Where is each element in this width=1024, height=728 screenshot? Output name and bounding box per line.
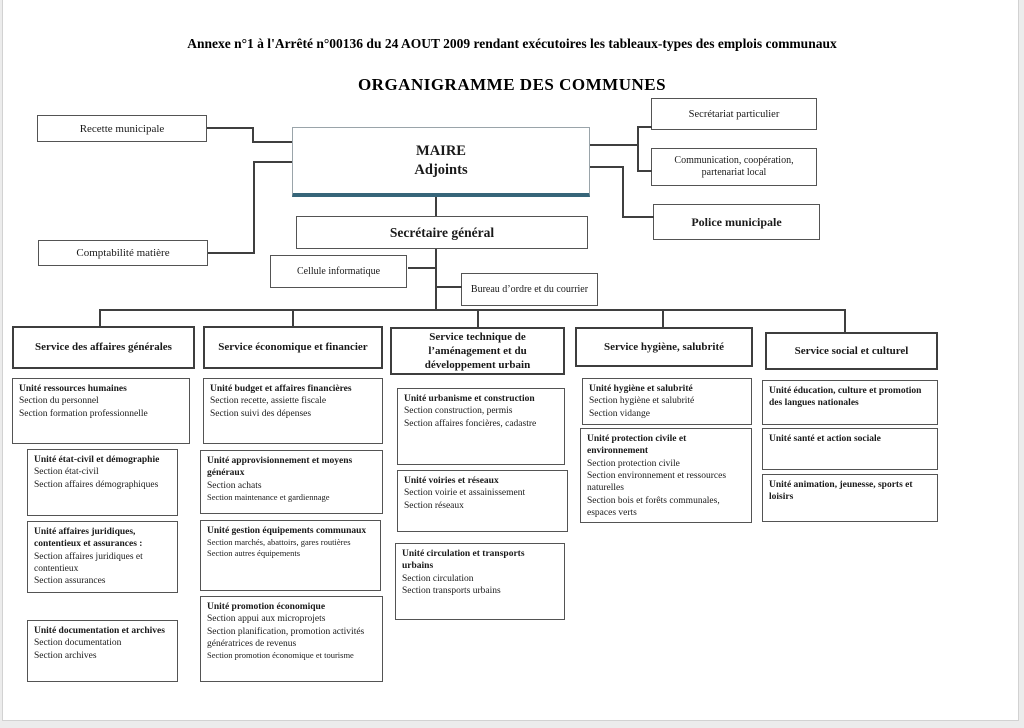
- unit-title: Unité promotion économique: [207, 602, 326, 612]
- unit-title: Unité budget et affaires financières: [210, 384, 352, 394]
- unit-title: Unité gestion équipements communaux: [207, 526, 367, 536]
- box-secretaire-general: [296, 216, 588, 249]
- service-label: Service social et culturel: [794, 344, 909, 357]
- unit-section: Section transports urbains: [402, 586, 501, 597]
- connector-line: [435, 197, 437, 216]
- unit-circulation-transports-urbains: [395, 543, 565, 620]
- connector-line: [477, 309, 479, 327]
- unit-section: Section du personnel: [19, 396, 99, 407]
- unit-documentation-archives: [27, 620, 178, 682]
- unit-section: Section construction, permis: [404, 406, 513, 417]
- unit-title: Unité urbanisme et construction: [404, 394, 535, 404]
- unit-section: Section réseaux: [404, 500, 464, 511]
- service-technique-amenagement: [390, 327, 565, 375]
- connector-line: [435, 249, 437, 311]
- unit-title: Unité santé et action sociale: [769, 434, 881, 444]
- connector-line: [590, 166, 623, 168]
- connector-line: [207, 127, 253, 129]
- unit-section: Section voirie et assainissement: [404, 488, 526, 499]
- unit-sante-action-sociale: [762, 428, 938, 470]
- unit-title: Unité hygiène et salubrité: [589, 384, 693, 394]
- unit-section: Section appui aux microprojets: [207, 614, 326, 625]
- unit-promotion-economique: [200, 596, 383, 682]
- unit-title: Unité voiries et réseaux: [404, 476, 499, 486]
- unit-title: Unité documentation et archives: [34, 626, 165, 636]
- unit-education-culture-langues: [762, 380, 938, 425]
- service-hygiene-salubrite: [575, 327, 753, 367]
- unit-gestion-equipements-communaux: [200, 520, 381, 591]
- unit-title: Unité circulation et transports urbains: [402, 549, 525, 572]
- service-affaires-generales: [12, 326, 195, 369]
- unit-section: Section achats: [207, 480, 262, 491]
- unit-section: Section état-civil: [34, 467, 99, 478]
- unit-section: Section hygiène et salubrité: [589, 396, 695, 407]
- box-label: Communication, coopération, partenariat local: [674, 154, 794, 178]
- connector-line: [253, 161, 255, 254]
- unit-section: Section formation professionnelle: [19, 408, 148, 419]
- maire-label: MAIRE: [416, 142, 466, 159]
- unit-title: Unité éducation, culture et promotion des langues nationales: [769, 386, 922, 409]
- connector-line: [662, 309, 664, 327]
- connector-line: [590, 144, 638, 146]
- box-recette-municipale: [37, 115, 207, 142]
- unit-affaires-juridiques: [27, 521, 178, 593]
- connector-line: [437, 286, 462, 288]
- unit-title: Unité animation, jeunesse, sports et loisirs: [769, 480, 913, 503]
- unit-section: Section affaires foncières, cadastre: [404, 418, 537, 429]
- connector-line: [99, 309, 101, 326]
- box-police-municipale: [653, 204, 820, 240]
- box-communication-cooperation: [651, 148, 817, 186]
- connector-line: [637, 126, 639, 172]
- unit-section: Section affaires juridiques et contentieux: [34, 551, 143, 575]
- box-label: Police municipale: [691, 214, 782, 229]
- unit-ressources-humaines: [12, 378, 190, 444]
- connector-line: [844, 309, 846, 332]
- unit-section: Section promotion économique et tourisme: [207, 650, 354, 661]
- box-comptabilite-matiere: [38, 240, 208, 266]
- organigramme-heading: ORGANIGRAMME DES COMMUNES: [357, 75, 667, 94]
- connector-line: [253, 161, 292, 163]
- connector-line: [292, 309, 294, 326]
- unit-title: Unité ressources humaines: [19, 384, 127, 394]
- unit-title: Unité approvisionnement et moyens généraux: [207, 456, 353, 479]
- connector-line: [252, 141, 292, 143]
- unit-budget-affaires-financieres: [203, 378, 383, 444]
- unit-section: Section marchés, abattoirs, gares routières: [207, 537, 351, 548]
- unit-section: Section vidange: [589, 408, 650, 419]
- box-label: Secrétaire général: [389, 224, 495, 240]
- unit-section: Section planification, promotion activités génératrices de revenus: [207, 626, 365, 650]
- unit-section: Section suivi des dépenses: [210, 408, 312, 419]
- box-label: Cellule informatique: [296, 266, 381, 277]
- document-title: Annexe n°1 à l'Arrêté n°00136 du 24 AOUT 2009 rendant exécutoires les tableaux-types des emplois communaux: [187, 36, 837, 51]
- connector-line: [623, 216, 654, 218]
- service-label: Service économique et financier: [218, 341, 368, 354]
- service-economique-financier: [203, 326, 383, 369]
- box-label: Secrétariat particulier: [688, 108, 780, 120]
- connector-bus-line: [99, 309, 846, 311]
- connector-line: [408, 267, 436, 269]
- service-social-culturel: [765, 332, 938, 370]
- box-cellule-informatique: [270, 255, 407, 288]
- unit-hygiene-salubrite: [582, 378, 752, 425]
- box-secretariat-particulier: [651, 98, 817, 130]
- unit-animation-jeunesse-sports: [762, 474, 938, 522]
- unit-section: Section affaires démographiques: [34, 479, 159, 490]
- unit-section: Section recette, assiette fiscale: [210, 396, 327, 407]
- unit-approvisionnement-moyens-generaux: [200, 450, 383, 514]
- unit-section: Section circulation: [402, 573, 474, 584]
- unit-urbanisme-construction: [397, 388, 565, 465]
- box-maire-adjoints: [292, 127, 590, 197]
- unit-etat-civil-demographie: [27, 449, 178, 516]
- connector-line: [638, 170, 652, 172]
- unit-section: Section protection civile: [587, 458, 680, 469]
- adjoints-label: Adjoints: [414, 161, 468, 178]
- service-label: Service hygiène, salubrité: [603, 340, 725, 353]
- unit-section: Section assurances: [34, 576, 106, 587]
- unit-section: Section archives: [34, 650, 97, 661]
- unit-title: Unité affaires juridiques, contentieux et assurances :: [34, 527, 143, 550]
- connector-line: [622, 166, 624, 218]
- unit-title: Unité protection civile et environnement: [587, 434, 687, 457]
- box-label: Bureau d’ordre et du courrier: [470, 284, 589, 295]
- unit-section: Section documentation: [34, 638, 122, 649]
- box-label: Recette municipale: [79, 122, 165, 135]
- service-label: Service des affaires générales: [35, 341, 172, 354]
- box-bureau-ordre-courrier: [461, 273, 598, 306]
- connector-line: [208, 252, 254, 254]
- unit-section: Section environnement et ressources naturelles: [587, 471, 727, 494]
- connector-line: [638, 126, 652, 128]
- box-label: Comptabilité matière: [76, 247, 170, 259]
- unit-voiries-reseaux: [397, 470, 568, 532]
- unit-section: Section bois et forêts communales, espaces verts: [587, 495, 720, 519]
- unit-section: Section maintenance et gardiennage: [207, 492, 330, 503]
- unit-section: Section autres équipements: [207, 548, 301, 559]
- service-label: Service technique de l’aménagement et du développement urbain: [424, 330, 531, 372]
- unit-title: Unité état-civil et démographie: [34, 455, 160, 465]
- unit-protection-civile-environnement: [580, 428, 752, 523]
